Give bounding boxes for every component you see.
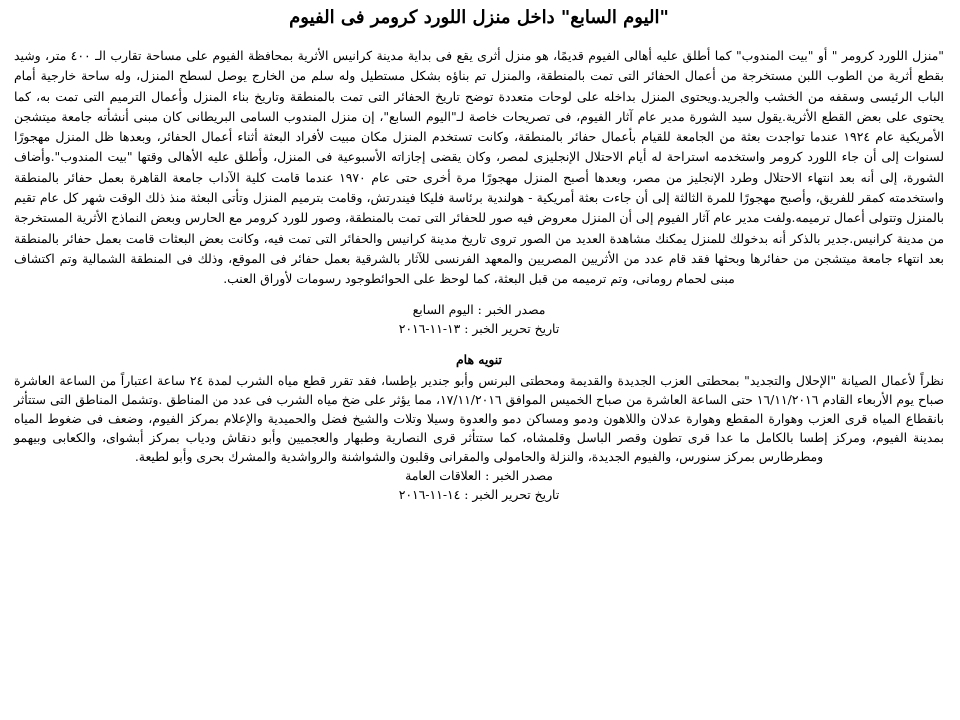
- notice-heading: تنويه هام: [456, 351, 502, 367]
- article-body: "منزل اللورد كرومر " أو "بيت المندوب" كما أطلق عليه أهالى الفيوم قديمًا، هو منزل أثرى يقع فى بداية مدينة كرانيس الأثرية بمحافظة الفيوم على مساحة تقارب الـ ٤٠٠ متر، وشيد بقطع أثرية من الطوب اللبن مستخرجة من أعمال الحفائر التى تمت بالمنطقة، والمنزل تم بناؤه بشكل مستطيل وله سلم من الخارج يوصل لسطح المنزل، وله ساحة خارجية أمام الباب الرئيسى وسقفه من الخشب والجريد.ويحتوى المنزل بداخله على لوحات متعددة توضح تاريخ الحفائر التى تمت بالمنطقة وتاريخ بناء المنزل وأعمال الترميم التى تمت به، كما يحتوى على بعض القطع الأثرية.يقول سيد الشورة مدير عام آثار الفيوم، فى تصريحات خاصة لـ"اليوم السابع"، إن منزل المندوب السامى البريطانى كان مبنى أنشأته جامعة ميتشجن الأمريكية عام ١٩٢٤ عندما تواجدت بعثة من الجامعة للقيام بأعمال حفائر بالمنطقة، وكانت تستخدم المنزل مكان مبيت لأفراد البعثة أثناء أعمال الحفائر، وبعدها ظل المنزل مهجورًا لسنوات إلى أن جاء اللورد كرومر واستخدمه استراحة له أيام الاحتلال الإنجليزى لمصر، وكان يقضى إجازاته الأسبوعية فى المنزل، وأطلق عليه الأهالى وقتها "بيت المندوب".وأضاف الشورة، إلى أنه بعد انتهاء الاحتلال وطرد الإنجليز من مصر، وبعدها أصبح المنزل مهجورًا مرة أخرى حتى عام ١٩٧٠ عندما قامت كلية الآداب جامعة القاهرة بعمل حفائر بالمنطقة واستخدمته كمقر للفريق، وأصبح مهجورًا للمرة الثالثة إلى أن جاءت بعثة أمريكية - هولندية برئاسة فليكا فيندرتش، وقامت بترميم المنزل وتأتى البعثة منذ ذلك الوقت شهر كل عام تقيم بالمنزل وتتولى أعمال ترميمه.ولفت مدير عام آثار الفيوم إلى أن المنزل معروض فيه صور للحفائر التى تمت بالمنطقة، وصور للورد كرومر مع الحارس وبعض النماذج الأثرية المستخرجة من مدينة كرانيس.جدير بالذكر أنه بدخولك للمنزل يمكنك مشاهدة العديد من الصور تروى تاريخ مدينة كرانيس والحفائر التى تمت فيه، وكانت بعض البعثات قامت بعمل حفائر بالمنطقة بعد انتهاء جامعة ميتشجن من حفائرها وبحثها فقد قام عدد من الأثريين المصريين والمعهد الفرنسى للآثار بالشرقية بعمل حفائر فى الموقع، وذلك فى المنطقة الشمالية وتم اكتشاف مبنى لحمام رومانى، وتم ترميمه من قبل البعثة، كما لوحظ على الحوائطوجود رسومات لأوراق العنب.: [14, 48, 945, 287]
- article-date: تاريخ تحرير الخبر : ١٣-١١-٢٠١٦: [398, 320, 560, 336]
- notice-body: نظراً لأعمال الصيانة "الإحلال والتجديد" بمحطتى العزب الجديدة والقديمة ومحطتى البرنس وأبو جندير بإطسا، فقد تقرر قطع مياه الشرب لمدة ٢٤ ساعة اعتباراً من الساعة العاشرة صباح يوم الأربعاء القادم ١٦/١١/٢٠١٦ حتى الساعة العاشرة من صباح الخميس الموافق ١٧/١١/٢٠١٦، مما يؤثر على ضخ مياه الشرب فى عدد من المناطق .وتشمل المناطق التى ستتأثر بانقطاع المياه قرى العزب وهوارة المقطع وهوارة عدلان واللاهون ودمو ومساكن دمو والعدوة وسيلا وتلات والشيخ فضل والحميدية والإعلام بمركز الفيوم، وضعف فى ضغوط المياه بمدينة الفيوم، ومركز إطسا بالكامل ما عدا قرى تطون وقصر الباسل وقلمشاه، كما ستتأثر قرى النصارية وطبهار والعجميين وأبو دنقاش ودياب بمركز أبشواى، والكعابى وبيهمو ومطرطارس بمركز سنورس، والفيوم الجديدة، والنزلة والحامولى والمقرانى وقلبون والشواشنة والرواشدية والمشرك بحرى وأبو لطيعة.: [14, 372, 945, 464]
- news-page: [14, 4, 944, 714]
- notice-date: تاريخ تحرير الخبر : ١٤-١١-٢٠١٦: [398, 486, 560, 502]
- article-source: مصدر الخبر : اليوم السابع: [412, 301, 546, 317]
- notice-source: مصدر الخبر : العلاقات العامة: [405, 467, 553, 483]
- article-title: "اليوم السابع" داخل منزل اللورد كرومر فى الفيوم: [289, 7, 669, 28]
